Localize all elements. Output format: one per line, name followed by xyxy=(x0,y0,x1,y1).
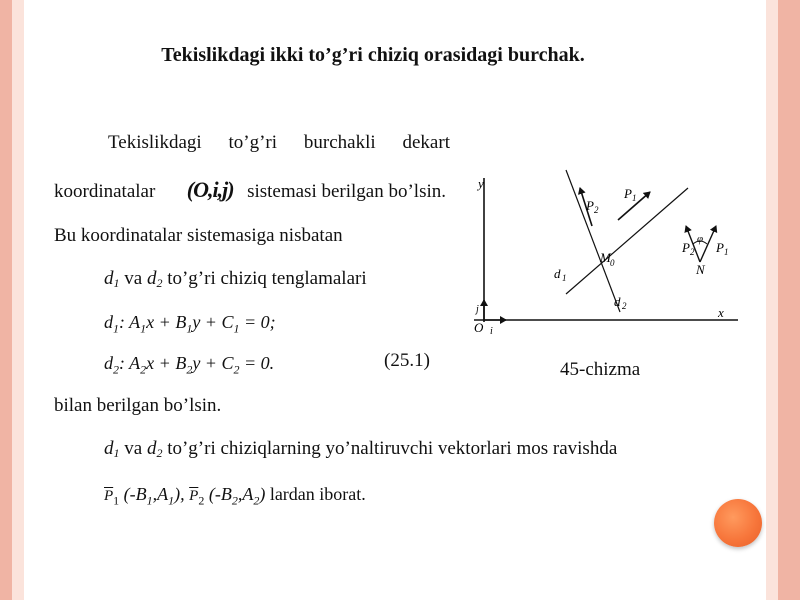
eq-sub: 2 xyxy=(186,362,193,377)
paragraph-line-2 xyxy=(54,177,446,203)
eq-symbol: B xyxy=(175,353,187,373)
label-p2: P xyxy=(586,198,594,213)
d2-symbol: d xyxy=(146,268,157,289)
eq-sub: 1 xyxy=(168,493,175,508)
eq-sub: 1 xyxy=(146,493,153,508)
eq-term: x + xyxy=(146,353,176,373)
label-origin: O xyxy=(474,320,484,335)
eq-term: x + xyxy=(146,312,176,332)
eq-symbol: C xyxy=(221,312,234,332)
vector-p2-sub: 2 xyxy=(198,493,205,508)
label-p2-at-n-sub: 2 xyxy=(690,247,695,257)
label-y: y xyxy=(478,176,484,191)
vector-p1-close: ), xyxy=(174,484,185,504)
label-j: j xyxy=(476,304,479,315)
label-p2-at-n: P xyxy=(682,240,690,255)
label-n: N xyxy=(696,262,705,277)
eq-symbol: d xyxy=(104,353,113,373)
d1-symbol: d xyxy=(104,268,114,289)
slide-title: Tekislikdagi ikki to’g’ri chiziq orasidagi burchak. xyxy=(161,44,585,66)
paragraph-line-3: Bu koordinatalar sistemasiga nisbatan xyxy=(54,225,343,246)
eq-end: = 0; xyxy=(239,312,276,332)
eq-sub: 2 xyxy=(113,362,119,377)
equation-d1 xyxy=(104,312,276,337)
eq-sub: 1 xyxy=(186,321,193,336)
label-p1-at-n-sub: 1 xyxy=(724,247,729,257)
paragraph-line-4 xyxy=(104,268,367,291)
equation-number: (25.1) xyxy=(384,350,430,371)
word: dekart xyxy=(402,132,450,153)
vector-p2-coords: (-B xyxy=(208,484,232,504)
paragraph-line-1 xyxy=(108,132,450,154)
d1-symbol: d xyxy=(104,438,114,459)
label-d1-sub: 1 xyxy=(562,273,567,283)
eq-sub: 1 xyxy=(233,321,240,336)
eq-symbol: A xyxy=(129,312,141,332)
eq-term: y + xyxy=(192,312,222,332)
label-m0-sub: 0 xyxy=(610,258,615,268)
right-edge-band-dark xyxy=(778,0,800,600)
d2-subscript: 2 xyxy=(156,276,163,290)
line2-start: koordinatalar xyxy=(54,181,156,202)
line-d2 xyxy=(566,170,620,312)
eq-sub: 2 xyxy=(140,362,147,377)
va-word: va xyxy=(124,438,143,459)
d1-subscript: 1 xyxy=(113,446,120,460)
direction-vectors-line xyxy=(104,438,617,461)
label-x: x xyxy=(718,305,724,320)
figure-labels xyxy=(474,176,729,337)
eq-sub: 2 xyxy=(231,493,238,508)
label-phi: φ xyxy=(697,233,704,245)
label-d2-sub: 2 xyxy=(622,301,627,311)
right-edge-band-light xyxy=(766,0,778,600)
left-edge-band-light xyxy=(12,0,24,600)
d2-symbol: d xyxy=(146,438,157,459)
eq-colon: : xyxy=(119,353,130,373)
va-word: va xyxy=(124,268,143,289)
d1-subscript: 1 xyxy=(113,276,120,290)
word: Tekislikdagi xyxy=(108,132,202,153)
equation-d2 xyxy=(104,353,274,378)
vectors-line-end: lardan iborat. xyxy=(269,484,366,504)
label-d2: d xyxy=(614,294,621,309)
eq-sub: 1 xyxy=(113,321,119,336)
label-m0: M xyxy=(600,250,611,265)
label-i: i xyxy=(490,326,493,337)
left-edge-band-dark xyxy=(0,0,12,600)
eq-end: = 0. xyxy=(239,353,275,373)
navigation-dot[interactable] xyxy=(714,499,762,547)
label-p1-at-n: P xyxy=(716,240,724,255)
vector-p2-close: ) xyxy=(259,484,266,504)
eq-sub: 2 xyxy=(233,362,240,377)
label-d1: d xyxy=(554,266,561,281)
vector-p1-comma: ,A xyxy=(152,484,169,504)
direction-text: to’g’ri chiziqlarning yo’naltiruvchi vektorlari mos ravishda xyxy=(167,438,618,459)
label-p1: P xyxy=(624,186,632,201)
d2-subscript: 2 xyxy=(156,446,163,460)
vectors-line xyxy=(104,484,366,509)
after-equations-text: bilan berilgan bo’lsin. xyxy=(54,395,222,416)
vector-p1-coords: (-B xyxy=(123,484,147,504)
line4-end: to’g’ri chiziq tenglamalari xyxy=(167,268,367,289)
figure-caption: 45-chizma xyxy=(560,359,641,380)
vector-p2-symbol: $\overline{P}$ xyxy=(189,488,199,504)
eq-sub: 1 xyxy=(140,321,147,336)
eq-symbol: d xyxy=(104,312,113,332)
label-p1-sub: 1 xyxy=(632,193,637,203)
eq-sub: 2 xyxy=(253,493,260,508)
vector-p1-symbol: $\overline{P}$ xyxy=(104,488,114,504)
vector-p2-comma: ,A xyxy=(237,484,254,504)
word: burchakli xyxy=(303,132,376,153)
vector-p1-sub: 1 xyxy=(113,493,120,508)
word: to’g’ri xyxy=(228,132,278,153)
eq-term: y + xyxy=(192,353,222,373)
line2-end: sistemasi berilgan bo’lsin. xyxy=(247,181,447,202)
figure-45-diagram xyxy=(460,160,750,345)
eq-colon: : xyxy=(119,312,130,332)
basis-label: (O,i,j) xyxy=(186,177,234,202)
eq-symbol: C xyxy=(221,353,234,373)
label-p2-sub: 2 xyxy=(594,205,599,215)
eq-symbol: A xyxy=(129,353,141,373)
eq-symbol: B xyxy=(175,312,187,332)
